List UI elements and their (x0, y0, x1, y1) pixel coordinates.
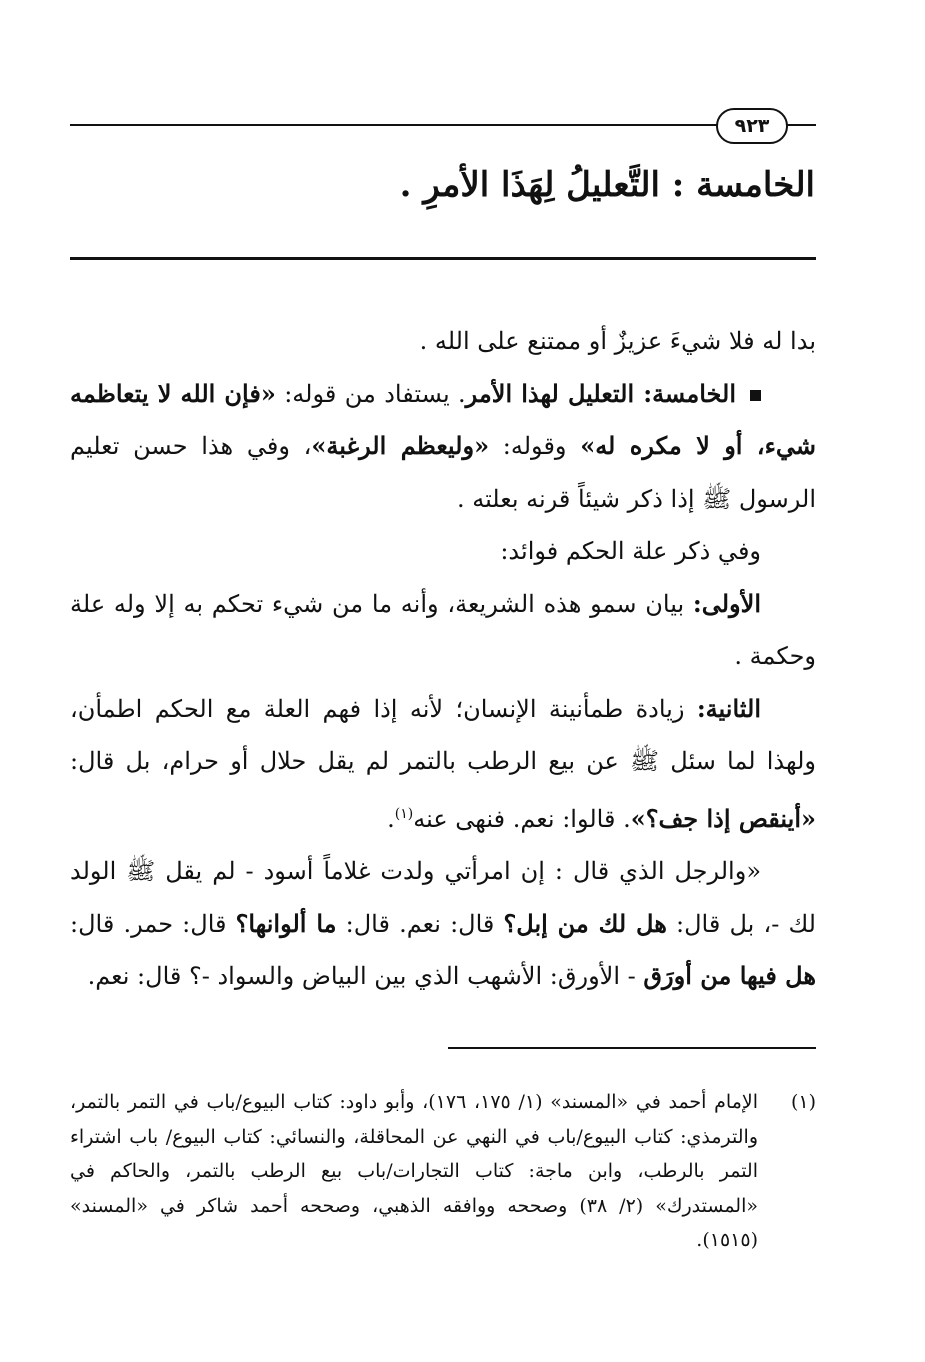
footnote-ref: (١) (394, 805, 414, 822)
footnote-number: (١) (790, 1091, 816, 1113)
header-rule (70, 124, 816, 126)
footnote (70, 1085, 816, 1258)
bullet-square-icon (750, 390, 761, 401)
footnote-divider (448, 1047, 816, 1049)
footnote-text: الإمام أحمد في «المسند» (١/ ١٧٥، ١٧٦)، وأبو داود: كتاب البيوع/باب في التمر بالتمر، والترمذي: كتاب البيوع/باب في النهي عن المحاقلة، والنسائي: كتاب البيوع/ باب اشتراء التمر بالرطب، وابن ماجة: كتاب التجارات/باب بيع الرطب بالتمر، والحاكم في «المستدرك» (٢/ ٣٨) وصححه ووافقه الذهبي، وصححه أحمد شاكر في «المسند» (١٥١٥). (70, 1091, 759, 1251)
paragraph-2: الخامسة: التعليل لهذا الأمر. يستفاد من قوله: «فإن الله لا يتعاظمه شيء، أو لا مكره له» وقوله: «وليعظم الرغبة»، وفي هذا حسن تعليم الرسول ﷺ إذا ذكر شيئاً قرنه بعلته . (70, 378, 817, 513)
paragraph-1: بدا له فلا شيءَ عزيزٌ أو ممتنع على الله . (419, 327, 816, 355)
paragraph-4: الأولى: بيان سمو هذه الشريعة، وأنه ما من شيء تحكم به إلا وله علة وحكمة . (70, 588, 816, 670)
page-header (70, 105, 816, 145)
paragraph-5: الثانية: زيادة طمأنينة الإنسان؛ لأنه إذا فهم العلة مع الحكم اطمأن، ولهذا لما سئل ﷺ عن بيع الرطب بالتمر لم يقل حلال أو حرام، بل قال: «أينقص إذا جف؟». قالوا: نعم. فنهى عنه$^{(١)}$. (70, 693, 816, 833)
heading-divider (70, 257, 816, 260)
main-text (70, 315, 816, 1003)
page-number: ٩٢٣ (716, 108, 788, 144)
paragraph-3: وفي ذكر علة الحكم فوائد: (500, 537, 761, 565)
page-title: الخامسة : التَّعليلُ لِهَذَا الأمرِ . (399, 165, 815, 205)
paragraph-6: «والرجل الذي قال : إن امرأتي ولدت غلاماً أسود - لم يقل ﷺ الولد لك -، بل قال: هل لك من إبل؟ قال: نعم. قال: ما ألوانها؟ قال: حمر. قال: هل فيها من أورَق - الأورق: الأشهب الذي بين البياض والسواد -؟ قال: نعم. (70, 857, 816, 990)
